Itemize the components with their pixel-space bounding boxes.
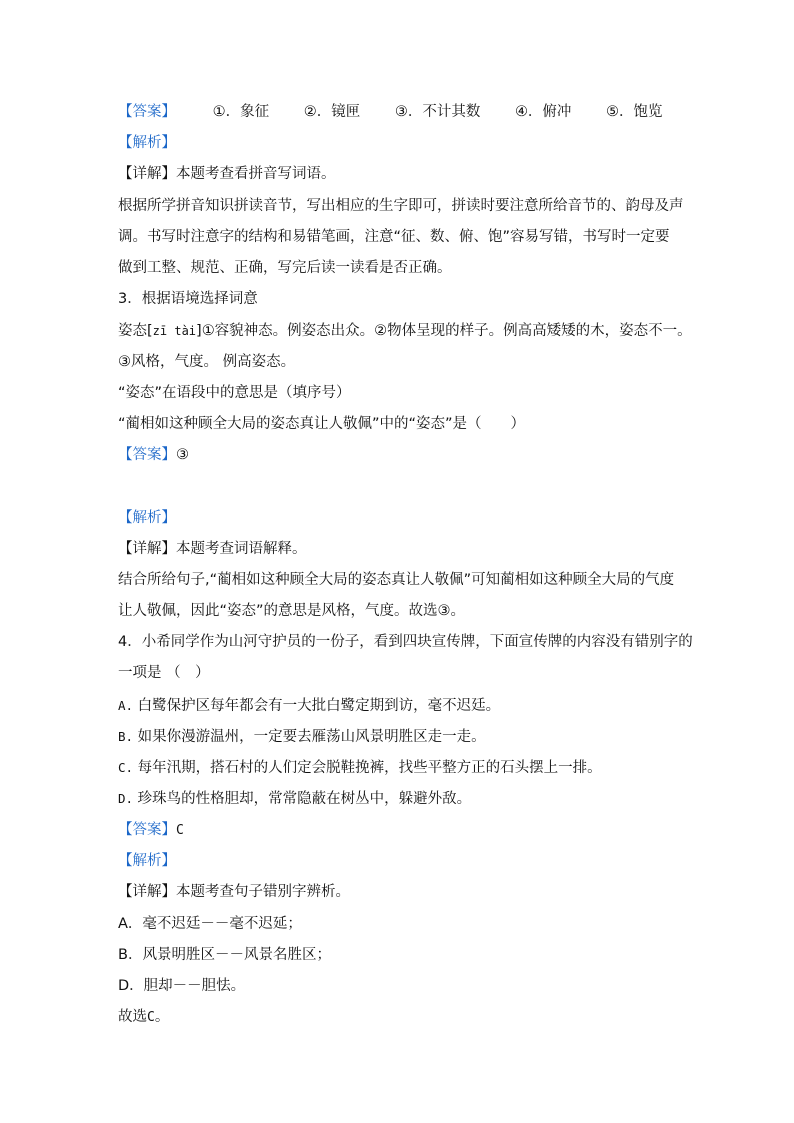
q4-option-d [118,789,471,809]
option-key: C. [118,760,134,775]
option-text: 珍珠鸟的性格胆却，常常隐蔽在树丛中，躲避外敌。 [137,791,472,807]
q3-para-line: 结合所给句子,“蔺相如这种顾全大局的姿态真让人敬佩”可知蔺相如这种顾全大局的气度 [118,572,675,588]
option-key: A. [118,698,134,713]
fix-text: 毫不迟廷－－毫不迟延； [142,916,302,932]
detail-tag: 【详解】 [118,166,176,182]
q3-definition-line-2: ③风格，气度。 例高姿态。 [118,354,296,370]
pinyin: zī tài [152,324,197,338]
q4-fix-line [118,945,331,965]
fix-key: A． [118,916,143,932]
answer-item: ④．俯冲 [514,104,572,120]
detail-tag: 【详解】 [118,884,176,900]
detail-tag: 【详解】 [118,541,176,557]
q2-para-line: 做到工整、规范、正确，写完后读一读看是否正确。 [118,260,452,276]
q4-option-b [118,727,486,747]
q3-title: 3．根据语境选择词意 [118,291,258,307]
option-key: B. [118,729,134,744]
detail-text: 本题考查句子错别字辨析。 [176,884,350,900]
q3-para-line: 让人敬佩，因此“姿态”的意思是风格，气度。故选③。 [118,603,466,619]
q4-title-line: 一项是 （ ） [118,665,210,681]
answer-tag: 【答案】 [118,104,176,120]
answer-item: ①．象征 [212,104,270,120]
q3-sentence: “蔺相如这种顾全大局的姿态真让人敬佩”中的“姿态”是（ ） [118,416,526,432]
analysis-tag: 【解析】 [118,135,176,151]
q4-title-line: 4．小希同学作为山河守护员的一份子，看到四块宣传牌，下面宣传牌的内容没有错别字的 [118,634,693,650]
fix-key: D． [118,978,144,994]
q2-answer-line [118,102,663,122]
option-key: D. [118,791,134,806]
q2-para-line: 调。书写时注意字的结构和易错笔画，注意“征、数、俯、饱”容易写错，书写时一定要 [118,229,670,245]
q4-answer-line [118,820,184,841]
detail-text: 本题考查看拼音写词语。 [176,166,336,182]
detail-text: 本题考查词语解释。 [176,541,307,557]
def-post: ]①容貌神态。例姿态出众。②物体呈现的样子。例高高矮矮的木，姿态不一。 [196,323,692,339]
answer-value: C [176,823,184,838]
q4-conclusion [118,1007,169,1028]
q3-answer-line [118,445,189,465]
q3-prompt: “姿态”在语段中的意思是（填序号） [118,385,351,401]
q2-para-line: 根据所学拼音知识拼读音节，写出相应的生字即可，拼读时要注意所给音节的、韵母及声 [118,198,684,214]
answer-value: ③ [176,447,189,463]
q4-fix-line [118,914,302,934]
fix-text: 胆却－－胆怯。 [143,978,246,994]
option-text: 如果你漫游温州，一定要去雁荡山风景明胜区走一走。 [137,729,486,745]
q4-option-c [118,758,602,778]
fix-text: 风景明胜区－－风景名胜区； [142,947,331,963]
analysis-tag: 【解析】 [118,853,176,869]
answer-item: ⑤．饱览 [606,104,663,120]
conclusion-pre: 故选 [118,1009,147,1025]
option-text: 每年汛期，搭石村的人们定会脱鞋挽裤，找些平整方正的石头摆上一排。 [137,760,602,776]
fix-key: B． [118,947,143,963]
answer-tag: 【答案】 [118,447,176,463]
q4-option-a [118,696,500,716]
option-text: 白鹭保护区每年都会有一大批白鹭定期到访，毫不迟廷。 [137,698,501,714]
q3-detail-line [118,539,307,559]
analysis-tag: 【解析】 [118,510,176,526]
conclusion-post: 。 [154,1009,170,1025]
q4-detail-line [118,882,350,902]
answer-item: ③．不计其数 [394,104,481,120]
def-pre: 姿态[ [118,323,153,339]
q3-definition-line-1 [118,321,692,341]
answer-item: ②．镜匣 [303,104,361,120]
q4-fix-line [118,976,245,996]
conclusion-key: C [147,1010,155,1025]
q2-detail-line [118,164,336,184]
answer-tag: 【答案】 [118,822,176,838]
